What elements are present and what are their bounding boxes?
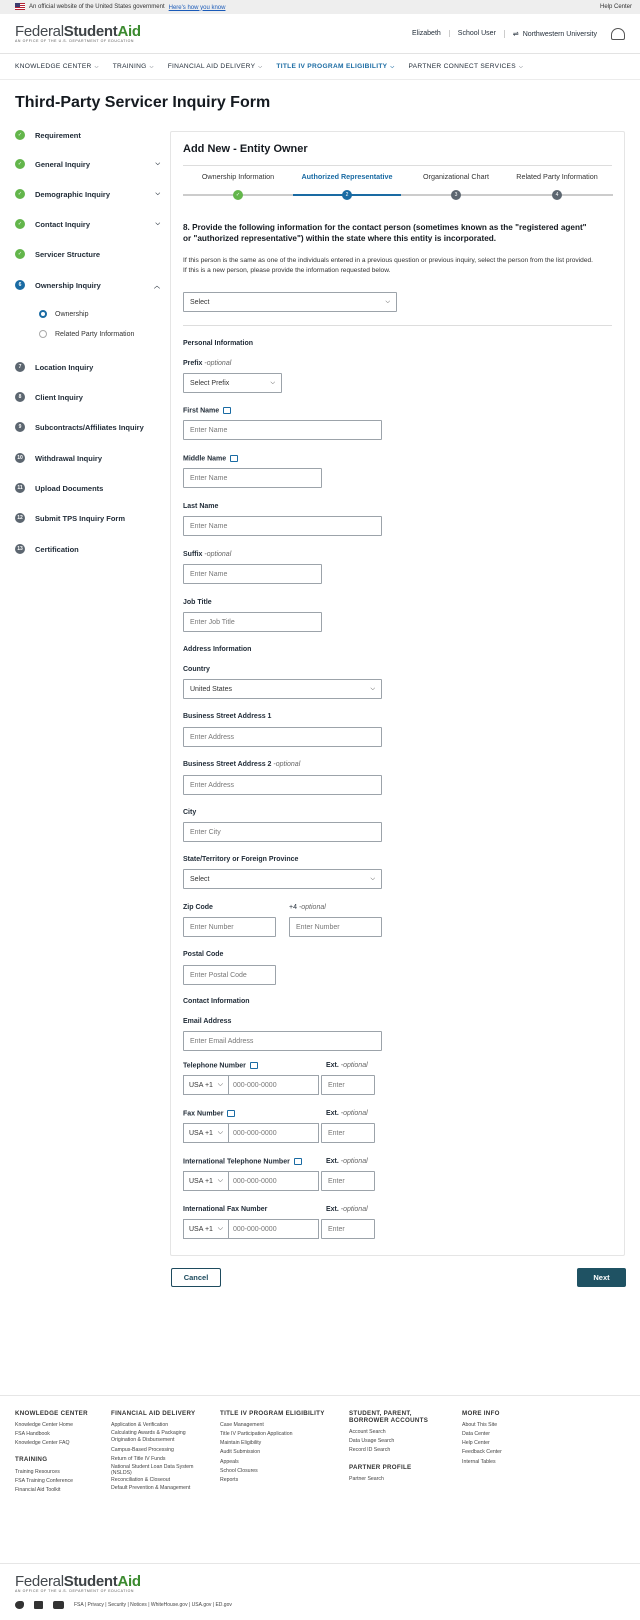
- optional-text: -optional: [298, 904, 326, 911]
- footer-link[interactable]: Campus-Based Processing: [111, 1446, 174, 1453]
- footer-link[interactable]: School Closures: [220, 1467, 258, 1474]
- label-text: Business Street Address 2: [183, 761, 272, 768]
- step-label: Ownership Inquiry: [35, 280, 101, 290]
- nav-label: TRAINING: [112, 63, 147, 70]
- sidebar-step-general[interactable]: [15, 159, 160, 169]
- twitter-icon[interactable]: [15, 1601, 24, 1609]
- tab-step-number: 2: [342, 190, 352, 200]
- nav-financial-aid-delivery[interactable]: [168, 63, 263, 70]
- footer-link[interactable]: FSA Training Conference: [15, 1477, 73, 1484]
- nav-label: TITLE IV PROGRAM ELIGIBILITY: [276, 63, 388, 70]
- country-label: Country: [183, 666, 210, 673]
- tab-label: Ownership Information: [201, 172, 275, 181]
- job-title-input[interactable]: Enter Job Title: [183, 612, 322, 632]
- ext-label: [326, 1206, 368, 1213]
- book-icon[interactable]: [230, 455, 238, 462]
- us-flag-icon: [15, 3, 25, 10]
- plus4-input[interactable]: Enter Number: [289, 917, 382, 937]
- youtube-icon[interactable]: [53, 1601, 64, 1609]
- org-name: Northwestern University: [522, 30, 597, 38]
- tab-step-number: 3: [451, 190, 461, 200]
- substep-ownership[interactable]: [39, 310, 88, 318]
- step-label: Submit TPS Inquiry Form: [35, 513, 126, 523]
- step-label: Contact Inquiry: [35, 219, 91, 229]
- sidebar-step-requirement[interactable]: [15, 130, 160, 140]
- step-label: Subcontracts/Affiliates Inquiry: [35, 422, 144, 432]
- footer-link[interactable]: Title IV Participation Application: [220, 1431, 293, 1438]
- footer-link[interactable]: Application & Verification: [111, 1422, 169, 1429]
- country-code-select[interactable]: [183, 1219, 229, 1239]
- book-icon[interactable]: [227, 1110, 235, 1117]
- footer-heading: TITLE IV PROGRAM ELIGIBILITY: [220, 1410, 325, 1417]
- step-number: 10: [15, 453, 25, 463]
- sidebar-step-client[interactable]: [15, 392, 160, 402]
- street2-label: [183, 761, 300, 768]
- chevron-down-icon: ⌵: [217, 1129, 223, 1136]
- intl-telephone-field: [183, 1171, 319, 1191]
- tab-label: Organizational Chart: [423, 172, 489, 181]
- question-text: 8. Provide the following information for the contact person (sometimes known as the "registered agent" or "authorized representative") within the state where this entity is incorporated.: [183, 223, 587, 243]
- intl-fax-field: [183, 1219, 319, 1239]
- logo-aid: Aid: [117, 22, 141, 40]
- sidebar-step-demographic[interactable]: [15, 189, 160, 199]
- first-name-input[interactable]: Enter Name: [183, 420, 382, 440]
- fax-ext-input[interactable]: Enter: [321, 1123, 375, 1143]
- logo-subtitle: AN OFFICE OF THE U.S. DEPARTMENT OF EDUCATION: [15, 1589, 135, 1593]
- optional-text: -optional: [340, 1158, 368, 1165]
- nav-label: PARTNER CONNECT SERVICES: [408, 63, 516, 70]
- footer-link[interactable]: Reconciliation & Closeout: [111, 1477, 171, 1484]
- footer-link[interactable]: National Student Loan Data System (NSLDS): [111, 1463, 194, 1476]
- site-header: [0, 14, 640, 54]
- country-select[interactable]: [183, 679, 382, 699]
- sidebar-step-location[interactable]: [15, 362, 160, 372]
- footer-link[interactable]: About This Site: [462, 1422, 498, 1429]
- footer-heading: MORE INFO: [462, 1410, 500, 1417]
- tab-authorized-representative[interactable]: [293, 172, 401, 181]
- email-input[interactable]: Enter Email Address: [183, 1031, 382, 1051]
- divider: [183, 165, 612, 166]
- step-number: 9: [15, 422, 25, 432]
- chevron-down-icon: ⌵: [217, 1081, 223, 1088]
- step-number: 8: [15, 392, 25, 402]
- chevron-down-icon: ⌵: [94, 64, 99, 70]
- footer-link[interactable]: Financial Aid Toolkit: [15, 1486, 61, 1493]
- help-center-link[interactable]: Help Center: [599, 4, 632, 10]
- chevron-down-icon: ⌵: [155, 220, 160, 227]
- city-input[interactable]: Enter City: [183, 822, 382, 842]
- footer-link[interactable]: Reports: [220, 1476, 239, 1483]
- nav-training[interactable]: [113, 63, 154, 70]
- footer-link[interactable]: Origination & Disbursement: [111, 1437, 175, 1444]
- suffix-label: [183, 551, 231, 558]
- footer-divider: [0, 1563, 640, 1564]
- radio-empty-icon: [39, 330, 47, 338]
- user-account-icon[interactable]: [611, 28, 625, 40]
- job-title-label: Job Title: [183, 599, 212, 606]
- sidebar-step-subcontracts[interactable]: [15, 422, 160, 432]
- country-code-select[interactable]: [183, 1075, 229, 1095]
- user-name[interactable]: Elizabeth: [411, 30, 441, 37]
- footer-fsa-logo[interactable]: [15, 1574, 141, 1594]
- tab-label: Related Party Information: [516, 172, 598, 181]
- sidebar-step-withdrawal[interactable]: [15, 453, 160, 463]
- main-nav: [0, 54, 640, 80]
- zip-input[interactable]: Enter Number: [183, 917, 276, 937]
- postal-label: Postal Code: [183, 951, 224, 958]
- prefix-label: [183, 360, 231, 367]
- country-code-select[interactable]: [183, 1171, 229, 1191]
- sidebar-step-submit[interactable]: [15, 513, 160, 523]
- check-icon: ✓: [15, 159, 25, 169]
- nav-label: KNOWLEDGE CENTER: [15, 63, 92, 70]
- instructions-text: If this person is the same as one of the individuals entered in a previous question or previous inquiry, select the person from the list provided. If this is a new person, please provide the information requested below.: [183, 257, 594, 274]
- fax-label: [183, 1110, 235, 1117]
- telephone-input[interactable]: 000-000-0000: [229, 1075, 319, 1095]
- footer-link[interactable]: Default Prevention & Management: [111, 1485, 191, 1492]
- chevron-down-icon: ⌵: [149, 64, 154, 70]
- check-icon: ✓: [15, 189, 25, 199]
- nav-knowledge-center[interactable]: [15, 63, 99, 70]
- street1-label: Business Street Address 1: [183, 713, 272, 720]
- middle-name-label: [183, 455, 238, 462]
- label-text: +4: [289, 904, 297, 911]
- label-text: Ext.: [326, 1206, 339, 1213]
- footer-col-title4: [220, 1410, 330, 1485]
- telephone-field: [183, 1075, 319, 1095]
- logo-federal: Federal: [15, 1573, 64, 1590]
- footer-heading: FINANCIAL AID DELIVERY: [111, 1410, 196, 1417]
- select-value: Select Prefix: [190, 379, 230, 387]
- intl-fax-input[interactable]: 000-000-0000: [229, 1219, 319, 1239]
- telephone-label: [183, 1062, 258, 1069]
- suffix-input[interactable]: Enter Name: [183, 564, 322, 584]
- state-select[interactable]: [183, 869, 382, 889]
- select-value: United States: [190, 685, 233, 693]
- chevron-down-icon: ⌵: [390, 64, 395, 70]
- chevron-down-icon: ⌵: [385, 298, 390, 305]
- footer-link[interactable]: Appeals: [220, 1458, 239, 1465]
- personal-info-heading: Personal Information: [183, 340, 254, 347]
- book-icon[interactable]: [294, 1158, 302, 1165]
- optional-text: -optional: [204, 551, 232, 558]
- street2-input[interactable]: Enter Address: [183, 775, 382, 795]
- logo-subtitle: AN OFFICE OF THE U.S. DEPARTMENT OF EDUCATION: [15, 38, 135, 43]
- logo-federal: Federal: [15, 22, 64, 40]
- ext-label: [326, 1110, 368, 1117]
- prefix-select[interactable]: [183, 373, 282, 393]
- step-label: Withdrawal Inquiry: [35, 453, 103, 463]
- cancel-button[interactable]: Cancel: [171, 1268, 221, 1287]
- step-label: Location Inquiry: [35, 362, 94, 372]
- footer-col-knowledge: [15, 1410, 105, 1495]
- country-code: USA +1: [189, 1081, 213, 1089]
- entity-owner-card: [170, 131, 625, 1256]
- first-name-label: [183, 407, 231, 414]
- fax-input[interactable]: 000-000-0000: [229, 1123, 319, 1143]
- substep-label: Related Party Information: [55, 330, 135, 338]
- person-select[interactable]: [183, 292, 397, 312]
- intl-telephone-ext-input[interactable]: Enter: [321, 1171, 375, 1191]
- footer-link[interactable]: Account Search: [349, 1429, 386, 1436]
- next-button[interactable]: Next: [577, 1268, 626, 1287]
- label-text: First Name: [183, 407, 220, 415]
- chevron-down-icon: ⌵: [217, 1177, 223, 1184]
- footer-heading: STUDENT, PARENT, BORROWER ACCOUNTS: [349, 1410, 429, 1425]
- fax-field: [183, 1123, 319, 1143]
- tab-related-party[interactable]: [501, 172, 613, 181]
- check-icon: ✓: [15, 249, 25, 259]
- footer-link[interactable]: Data Usage Search: [349, 1438, 395, 1445]
- label-text: Prefix: [183, 360, 203, 367]
- country-code-select[interactable]: [183, 1123, 229, 1143]
- facebook-icon[interactable]: [34, 1601, 43, 1609]
- footer-col-fad: [111, 1410, 206, 1492]
- ext-label: [326, 1062, 368, 1069]
- label-text: Telephone Number: [183, 1062, 246, 1070]
- tab-line: [401, 194, 613, 196]
- step-label: Client Inquiry: [35, 392, 83, 402]
- org-switcher[interactable]: ⇌ Northwestern University: [504, 30, 605, 38]
- country-code: USA +1: [189, 1129, 213, 1137]
- substep-label: Ownership: [55, 310, 89, 318]
- sidebar-step-ownership[interactable]: [15, 280, 160, 290]
- label-text: Suffix: [183, 551, 203, 558]
- nav-title-iv[interactable]: [276, 63, 394, 70]
- label-text: Middle Name: [183, 455, 227, 463]
- email-label: Email Address: [183, 1018, 232, 1025]
- book-icon[interactable]: [250, 1062, 258, 1069]
- nav-partner-connect[interactable]: [408, 63, 523, 70]
- intl-telephone-label: [183, 1158, 302, 1165]
- radio-selected-icon: [39, 310, 47, 318]
- last-name-input[interactable]: Enter Name: [183, 516, 382, 536]
- step-number: 6: [15, 280, 25, 290]
- chevron-down-icon: ⌵: [155, 160, 160, 167]
- footer-link[interactable]: Internal Tables: [462, 1458, 496, 1465]
- page-title: Third-Party Servicer Inquiry Form: [15, 94, 271, 111]
- footer-link[interactable]: Partner Search: [349, 1475, 384, 1482]
- footer-link[interactable]: Knowledge Center Home: [15, 1422, 73, 1429]
- chevron-down-icon: ⌵: [370, 875, 375, 882]
- country-code: USA +1: [189, 1225, 213, 1233]
- label-text: International Telephone Number: [183, 1158, 290, 1166]
- footer-link[interactable]: Calculating Awards & Packaging: [111, 1430, 186, 1437]
- middle-name-input[interactable]: Enter Name: [183, 468, 322, 488]
- logo-student: Student: [63, 1573, 118, 1590]
- check-icon: ✓: [15, 219, 25, 229]
- sidebar-step-contact[interactable]: [15, 219, 160, 229]
- footer-link[interactable]: Maintain Eligibility: [220, 1440, 262, 1447]
- user-role: School User: [449, 30, 504, 37]
- gov-banner: [0, 0, 640, 14]
- footer-link[interactable]: Audit Submission: [220, 1449, 261, 1456]
- step-number: 11: [15, 483, 25, 493]
- tab-ownership-information[interactable]: [183, 172, 293, 181]
- chevron-up-icon: ︿: [153, 283, 160, 290]
- footer-heading: TRAINING: [15, 1456, 48, 1464]
- street1-input[interactable]: Enter Address: [183, 727, 382, 747]
- book-icon[interactable]: [223, 407, 231, 414]
- plus4-label: [289, 904, 326, 911]
- ext-label: [326, 1158, 368, 1165]
- footer-link[interactable]: Data Center: [462, 1431, 490, 1438]
- step-label: Certification: [35, 544, 79, 554]
- optional-text: -optional: [273, 761, 301, 768]
- check-icon: ✓: [15, 130, 25, 140]
- footer-link[interactable]: Help Center: [462, 1440, 490, 1447]
- contact-info-heading: Contact Information: [183, 998, 250, 1005]
- logo-student: Student: [63, 22, 118, 40]
- footer-link[interactable]: Feedback Center: [462, 1449, 502, 1456]
- step-label: Upload Documents: [35, 483, 104, 493]
- site-footer: [0, 1395, 640, 1620]
- intl-fax-label: [183, 1206, 267, 1213]
- nav-label: FINANCIAL AID DELIVERY: [167, 63, 256, 70]
- footer-col-more: [462, 1410, 552, 1467]
- label-text: Ext.: [326, 1110, 339, 1117]
- zip-label: Zip Code: [183, 904, 213, 911]
- heres-how-link[interactable]: Here's how you know: [168, 4, 226, 11]
- footer-link[interactable]: Training Resources: [15, 1468, 60, 1475]
- step-label: Requirement: [35, 130, 81, 140]
- footer-link[interactable]: Knowledge Center FAQ: [15, 1440, 70, 1447]
- chevron-down-icon: ⌵: [258, 64, 263, 70]
- label-text: Fax Number: [183, 1110, 224, 1118]
- step-label: Servicer Structure: [35, 249, 101, 259]
- footer-link[interactable]: FSA Handbook: [15, 1431, 50, 1438]
- sidebar-step-upload[interactable]: [15, 483, 160, 493]
- footer-col-accounts: [349, 1410, 439, 1484]
- label-text: International Fax Number: [183, 1206, 268, 1213]
- city-label: City: [183, 809, 197, 816]
- sidebar-step-certification[interactable]: [15, 544, 160, 554]
- step-label: Demographic Inquiry: [35, 189, 111, 199]
- select-value: Select: [190, 875, 210, 883]
- tab-step-number: 4: [552, 190, 562, 200]
- step-number: 13: [15, 544, 25, 554]
- step-label: General Inquiry: [35, 159, 91, 169]
- footer-link[interactable]: Record ID Search: [349, 1447, 391, 1454]
- step-number: 12: [15, 513, 25, 523]
- chevron-down-icon: ⌵: [370, 685, 375, 692]
- footer-bottom-bar: [15, 1601, 232, 1609]
- progress-tabs: [183, 172, 613, 202]
- telephone-ext-input[interactable]: Enter: [321, 1075, 375, 1095]
- select-value: Select: [190, 298, 210, 306]
- logo-aid: Aid: [117, 1573, 141, 1590]
- optional-text: -optional: [204, 360, 232, 367]
- optional-text: -optional: [340, 1206, 368, 1213]
- label-text: Ext.: [326, 1158, 339, 1165]
- last-name-label: Last Name: [183, 503, 219, 510]
- tab-label: Authorized Representative: [301, 172, 393, 181]
- step-number: 7: [15, 362, 25, 372]
- label-text: Ext.: [326, 1062, 339, 1069]
- optional-text: -optional: [340, 1110, 368, 1117]
- chevron-down-icon: ⌵: [518, 64, 524, 70]
- chevron-down-icon: ⌵: [155, 190, 160, 197]
- substep-related-party[interactable]: [39, 330, 134, 338]
- chevron-down-icon: ⌵: [217, 1225, 223, 1232]
- footer-heading: PARTNER PROFILE: [349, 1463, 412, 1471]
- intl-telephone-input[interactable]: 000-000-0000: [229, 1171, 319, 1191]
- card-title: Add New - Entity Owner: [183, 143, 308, 155]
- postal-input[interactable]: Enter Postal Code: [183, 965, 276, 985]
- address-info-heading: Address Information: [183, 646, 252, 653]
- sidebar-step-servicer-structure[interactable]: [15, 249, 160, 259]
- intl-fax-ext-input[interactable]: Enter: [321, 1219, 375, 1239]
- footer-legal-links[interactable]: FSA | Privacy | Security | Notices | WhiteHouse.gov | USA.gov | ED.gov: [74, 1602, 232, 1608]
- banner-text: An official website of the United States government: [29, 4, 165, 11]
- country-code: USA +1: [189, 1177, 213, 1185]
- divider: [183, 325, 612, 326]
- optional-text: -optional: [340, 1062, 368, 1069]
- chevron-down-icon: ⌵: [270, 379, 275, 386]
- footer-link[interactable]: Return of Title IV Funds: [111, 1455, 166, 1462]
- check-icon: ✓: [233, 190, 243, 200]
- footer-link[interactable]: Case Management: [220, 1422, 264, 1429]
- footer-heading: KNOWLEDGE CENTER: [15, 1410, 88, 1417]
- state-label: State/Territory or Foreign Province: [183, 856, 299, 863]
- fsa-logo[interactable]: [15, 24, 141, 44]
- tab-organizational-chart[interactable]: [401, 172, 511, 181]
